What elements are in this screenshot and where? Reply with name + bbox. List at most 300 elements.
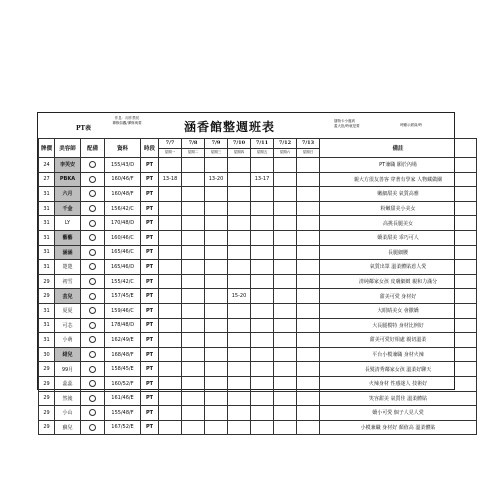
col-header-shift: 時段 [141, 139, 159, 158]
col-header-weekday: 星期六 [274, 148, 297, 158]
cell-name: 藝藝 [55, 230, 81, 245]
cell-day [159, 245, 182, 260]
cell-dispatch [81, 420, 105, 435]
cell-stage-no: 29 [39, 362, 55, 377]
table-row [39, 333, 477, 348]
circle-icon [89, 161, 96, 168]
cell-day [182, 201, 205, 216]
cell-dispatch [81, 362, 105, 377]
cell-day [205, 158, 228, 173]
table-row [39, 158, 477, 173]
cell-day [297, 230, 320, 245]
cell-day [274, 333, 297, 348]
table-row [39, 230, 477, 245]
cell-day [159, 260, 182, 275]
col-header-date: 7/9 [205, 139, 228, 149]
circle-icon [89, 176, 96, 183]
cell-shift: PT [141, 172, 159, 187]
cell-day [297, 303, 320, 318]
cell-remark: 清純鄰家女孩 皮膚細緻 親和力滿分 [320, 274, 477, 289]
cell-shift: PT [141, 333, 159, 348]
table-row [39, 362, 477, 377]
cell-day [251, 260, 274, 275]
cell-stage-no: 29 [39, 274, 55, 289]
cell-name: 然後 [55, 391, 81, 406]
cell-day [159, 347, 182, 362]
cell-name: 夏夏 [55, 303, 81, 318]
cell-shift: PT [141, 362, 159, 377]
cell-day [228, 158, 251, 173]
cell-body: 161/46/E [105, 391, 141, 406]
cell-day [159, 201, 182, 216]
cell-day [251, 289, 274, 304]
cell-dispatch [81, 406, 105, 421]
cell-day [159, 289, 182, 304]
cell-remark: 長腿細腰 [320, 245, 477, 260]
cell-day [205, 333, 228, 348]
cell-body: 158/45/E [105, 362, 141, 377]
header-row-dates [39, 139, 477, 149]
cell-remark: 粉嫩甜美小美女 [320, 201, 477, 216]
col-header-weekday: 星期五 [251, 148, 274, 158]
cell-day [274, 187, 297, 202]
cell-dispatch [81, 289, 105, 304]
cell-name: 小萌 [55, 333, 81, 348]
header-sub-right-line: 蓋大批/時就是要 [334, 124, 360, 128]
cell-day [297, 289, 320, 304]
cell-day [251, 391, 274, 406]
col-header-weekday: 星期三 [205, 148, 228, 158]
cell-remark: 大眼睛美女 會撒嬌 [320, 303, 477, 318]
cell-body: 168/48/F [105, 347, 141, 362]
cell-remark: 甜美可愛好相處 親切溫柔 [320, 333, 477, 348]
cell-remark: 嬌柔甜美 乖巧可人 [320, 230, 477, 245]
cell-dispatch [81, 245, 105, 260]
header-sub-right [334, 119, 384, 129]
cell-stage-no: 31 [39, 260, 55, 275]
cell-remark: 笑容甜美 氣質佳 溫柔體貼 [320, 391, 477, 406]
cell-day [182, 289, 205, 304]
cell-day [159, 158, 182, 173]
cell-day [182, 362, 205, 377]
col-header-stage-no: 牌價 [39, 139, 55, 158]
cell-day [251, 333, 274, 348]
cell-name: 99月 [55, 362, 81, 377]
cell-day [274, 362, 297, 377]
cell-day [297, 318, 320, 333]
col-header-body: 資料 [105, 139, 141, 158]
cell-day [205, 260, 228, 275]
cell-day [205, 362, 228, 377]
cell-day [205, 406, 228, 421]
cell-shift: PT [141, 318, 159, 333]
cell-day [274, 172, 297, 187]
cell-day [274, 216, 297, 231]
cell-stage-no: 31 [39, 216, 55, 231]
cell-day [228, 376, 251, 391]
cell-day [228, 347, 251, 362]
cell-day [159, 420, 182, 435]
cell-shift: PT [141, 187, 159, 202]
cell-shift: PT [141, 391, 159, 406]
cell-day [205, 318, 228, 333]
cell-day [159, 376, 182, 391]
cell-shift: PT [141, 274, 159, 289]
cell-day [205, 347, 228, 362]
cell-day [251, 201, 274, 216]
cell-day [274, 201, 297, 216]
cell-day [228, 230, 251, 245]
cell-body: 155/43/D [105, 158, 141, 173]
cell-name: LY [55, 216, 81, 231]
circle-icon [89, 263, 96, 270]
cell-stage-no: 30 [39, 347, 55, 362]
cell-remark: 親大方很友善客 穿著有學家 人物藏做關 [320, 172, 477, 187]
table-row [39, 274, 477, 289]
cell-day [228, 216, 251, 231]
cell-day [297, 201, 320, 216]
cell-day [205, 187, 228, 202]
cell-stage-no: 31 [39, 318, 55, 333]
cell-day [182, 230, 205, 245]
cell-name: 蘇兒 [55, 420, 81, 435]
cell-day [159, 303, 182, 318]
cell-day [251, 303, 274, 318]
circle-icon [89, 322, 96, 329]
table-row [39, 187, 477, 202]
cell-shift: PT [141, 303, 159, 318]
cell-day [182, 303, 205, 318]
cell-day [205, 420, 228, 435]
cell-day [297, 158, 320, 173]
col-header-date: 7/12 [274, 139, 297, 149]
cell-day [228, 391, 251, 406]
cell-body: 160/52/F [105, 376, 141, 391]
cell-remark: PT兼職 願於內場 [320, 158, 477, 173]
cell-day [297, 274, 320, 289]
cell-day [182, 158, 205, 173]
cell-body: 178/48/D [105, 318, 141, 333]
cell-day [182, 172, 205, 187]
cell-remark: 火辣身材 性感迷人 技術好 [320, 376, 477, 391]
cell-remark: 大長腿模特 身材比例好 [320, 318, 477, 333]
cell-day [205, 201, 228, 216]
cell-stage-no: 29 [39, 376, 55, 391]
cell-day [274, 274, 297, 289]
cell-day [274, 347, 297, 362]
cell-day [205, 245, 228, 260]
cell-day: 13-20 [205, 172, 228, 187]
cell-day [274, 420, 297, 435]
cell-day [251, 318, 274, 333]
cell-day [159, 216, 182, 231]
cell-day [274, 245, 297, 260]
cell-stage-no: 31 [39, 333, 55, 348]
header-far-right: 時顯示薪資/時 [400, 123, 423, 127]
cell-stage-no: 31 [39, 201, 55, 216]
cell-day [182, 187, 205, 202]
cell-remark: 高挑長腿美女 [320, 216, 477, 231]
cell-body: 167/52/E [105, 420, 141, 435]
cell-shift: PT [141, 347, 159, 362]
cell-name: 可芯 [55, 318, 81, 333]
circle-icon [89, 307, 96, 314]
table-row [39, 216, 477, 231]
circle-icon [89, 190, 96, 197]
cell-dispatch [81, 376, 105, 391]
cell-remark: 小模兼職 身材好 顏值高 溫柔體貼 [320, 420, 477, 435]
cell-stage-no: 29 [39, 420, 55, 435]
table-row [39, 303, 477, 318]
cell-day [182, 245, 205, 260]
cell-name: 芸兒 [55, 289, 81, 304]
table-row [39, 245, 477, 260]
cell-day [182, 347, 205, 362]
cell-remark: 甜美可愛 身材好 [320, 289, 477, 304]
cell-body: 165/46/C [105, 245, 141, 260]
cell-day [274, 318, 297, 333]
cell-name: 六月 [55, 187, 81, 202]
cell-stage-no: 31 [39, 187, 55, 202]
cell-body: 155/48/F [105, 406, 141, 421]
cell-body: 156/42/C [105, 201, 141, 216]
cell-day [251, 230, 274, 245]
cell-day [251, 406, 274, 421]
cell-day [274, 230, 297, 245]
table-row [39, 347, 477, 362]
header-sub-left-line: 禪修如觀/禪修與要 [112, 121, 142, 125]
circle-icon [89, 278, 96, 285]
cell-name: 楚楚 [55, 260, 81, 275]
circle-icon [89, 395, 96, 402]
cell-name: 蕊蕊 [55, 376, 81, 391]
cell-remark: 嬌小可愛 個子人見人愛 [320, 406, 477, 421]
cell-name: 李芙安 [55, 158, 81, 173]
cell-day [228, 362, 251, 377]
cell-name: 涵涵 [55, 245, 81, 260]
cell-day [228, 274, 251, 289]
cell-name: 初雪 [55, 274, 81, 289]
cell-dispatch [81, 201, 105, 216]
cell-day [182, 420, 205, 435]
circle-icon [89, 380, 96, 387]
cell-day [228, 201, 251, 216]
circle-icon [89, 336, 96, 343]
cell-name: 小山 [55, 406, 81, 421]
circle-icon [89, 293, 96, 300]
cell-day [297, 333, 320, 348]
cell-body: 165/46/D [105, 260, 141, 275]
table-row [39, 406, 477, 421]
circle-icon [89, 409, 96, 416]
sheet-header [38, 113, 454, 138]
col-header-weekday: 星期一 [159, 148, 182, 158]
col-header-name: 美容師 [55, 139, 81, 158]
col-header-weekday: 星期日 [297, 148, 320, 158]
cell-day [251, 245, 274, 260]
cell-day [159, 318, 182, 333]
cell-remark: 長髮清秀鄰家女孩 溫柔好聊天 [320, 362, 477, 377]
col-header-date: 7/7 [159, 139, 182, 149]
header-sub-left-line: 作息：用作禁菸 [114, 116, 140, 120]
col-header-date: 7/10 [228, 139, 251, 149]
cell-body: 160/48/F [105, 187, 141, 202]
cell-stage-no: 24 [39, 158, 55, 173]
table-row [39, 260, 477, 275]
cell-dispatch [81, 158, 105, 173]
cell-dispatch [81, 230, 105, 245]
cell-shift: PT [141, 245, 159, 260]
cell-stage-no: 29 [39, 406, 55, 421]
cell-dispatch [81, 260, 105, 275]
cell-day [297, 376, 320, 391]
circle-icon [89, 234, 96, 241]
cell-day [182, 274, 205, 289]
cell-day [274, 391, 297, 406]
cell-day [297, 420, 320, 435]
cell-shift: PT [141, 406, 159, 421]
cell-day [159, 406, 182, 421]
cell-body: 162/49/E [105, 333, 141, 348]
col-header-weekday: 星期四 [228, 148, 251, 158]
cell-day [159, 362, 182, 377]
col-header-date: 7/11 [251, 139, 274, 149]
cell-day [159, 230, 182, 245]
cell-day [297, 347, 320, 362]
cell-dispatch [81, 391, 105, 406]
col-header-date: 7/13 [297, 139, 320, 149]
cell-stage-no: 31 [39, 230, 55, 245]
cell-dispatch [81, 333, 105, 348]
table-row [39, 376, 477, 391]
cell-day [205, 376, 228, 391]
table-row [39, 420, 477, 435]
circle-icon [89, 249, 96, 256]
cell-day [182, 391, 205, 406]
cell-stage-no: 27 [39, 172, 55, 187]
cell-remark: 平台小模兼職 身材火辣 [320, 347, 477, 362]
cell-day [297, 362, 320, 377]
cell-shift: PT [141, 376, 159, 391]
cell-day [205, 230, 228, 245]
col-header-weekday: 星期二 [182, 148, 205, 158]
cell-day [228, 260, 251, 275]
cell-day [182, 216, 205, 231]
cell-day [159, 274, 182, 289]
cell-day [182, 376, 205, 391]
cell-day [205, 216, 228, 231]
cell-day: 13-18 [159, 172, 182, 187]
cell-day [251, 158, 274, 173]
header-sub-left [106, 116, 148, 126]
cell-day [274, 158, 297, 173]
cell-day [251, 362, 274, 377]
cell-day [251, 216, 274, 231]
cell-day [297, 245, 320, 260]
cell-day [228, 172, 251, 187]
cell-day [228, 333, 251, 348]
cell-day [274, 303, 297, 318]
cell-body: 160/46/C [105, 230, 141, 245]
cell-remark: 氣質出眾 溫柔體貼惹人愛 [320, 260, 477, 275]
cell-day [205, 289, 228, 304]
cell-dispatch [81, 303, 105, 318]
cell-day [251, 187, 274, 202]
cell-remark: 嫩細甜美 氣質高雅 [320, 187, 477, 202]
cell-day [228, 245, 251, 260]
table-row [39, 318, 477, 333]
cell-shift: PT [141, 216, 159, 231]
schedule-table [38, 138, 477, 435]
cell-day [297, 260, 320, 275]
cell-day [228, 406, 251, 421]
cell-dispatch [81, 318, 105, 333]
cell-day [297, 216, 320, 231]
cell-stage-no: 29 [39, 289, 55, 304]
cell-day [274, 406, 297, 421]
table-row [39, 289, 477, 304]
cell-dispatch [81, 347, 105, 362]
cell-stage-no: 29 [39, 391, 55, 406]
cell-day [251, 347, 274, 362]
col-header-dispatch: 配備 [81, 139, 105, 158]
cell-day [297, 187, 320, 202]
cell-name: 千金 [55, 201, 81, 216]
cell-day [251, 274, 274, 289]
circle-icon [89, 366, 96, 373]
circle-icon [89, 424, 96, 431]
col-header-remarks: 備註 [320, 139, 477, 158]
cell-shift: PT [141, 289, 159, 304]
cell-day [228, 187, 251, 202]
pt-label: PT表 [76, 125, 91, 132]
cell-day [205, 391, 228, 406]
cell-name: PBKA [55, 172, 81, 187]
page-title: 涵香館整週班表 [184, 120, 276, 134]
cell-day [205, 303, 228, 318]
cell-day [182, 333, 205, 348]
cell-day [274, 289, 297, 304]
cell-day [274, 260, 297, 275]
circle-icon [89, 205, 96, 212]
cell-dispatch [81, 187, 105, 202]
cell-body: 170/48/D [105, 216, 141, 231]
cell-day [251, 420, 274, 435]
cell-stage-no: 31 [39, 303, 55, 318]
cell-day [182, 318, 205, 333]
cell-day [182, 260, 205, 275]
cell-day [297, 391, 320, 406]
cell-shift: PT [141, 260, 159, 275]
cell-day [182, 406, 205, 421]
cell-shift: PT [141, 201, 159, 216]
cell-day [228, 420, 251, 435]
cell-body: 157/45/E [105, 289, 141, 304]
circle-icon [89, 351, 96, 358]
cell-name: 緋兒 [55, 347, 81, 362]
cell-day [228, 318, 251, 333]
table-row [39, 391, 477, 406]
cell-dispatch [81, 216, 105, 231]
schedule-sheet [37, 112, 455, 431]
cell-day [251, 376, 274, 391]
cell-day [297, 172, 320, 187]
cell-day [159, 333, 182, 348]
cell-day: 15-20 [228, 289, 251, 304]
cell-dispatch [81, 274, 105, 289]
cell-day [159, 391, 182, 406]
cell-body: 155/42/C [105, 274, 141, 289]
